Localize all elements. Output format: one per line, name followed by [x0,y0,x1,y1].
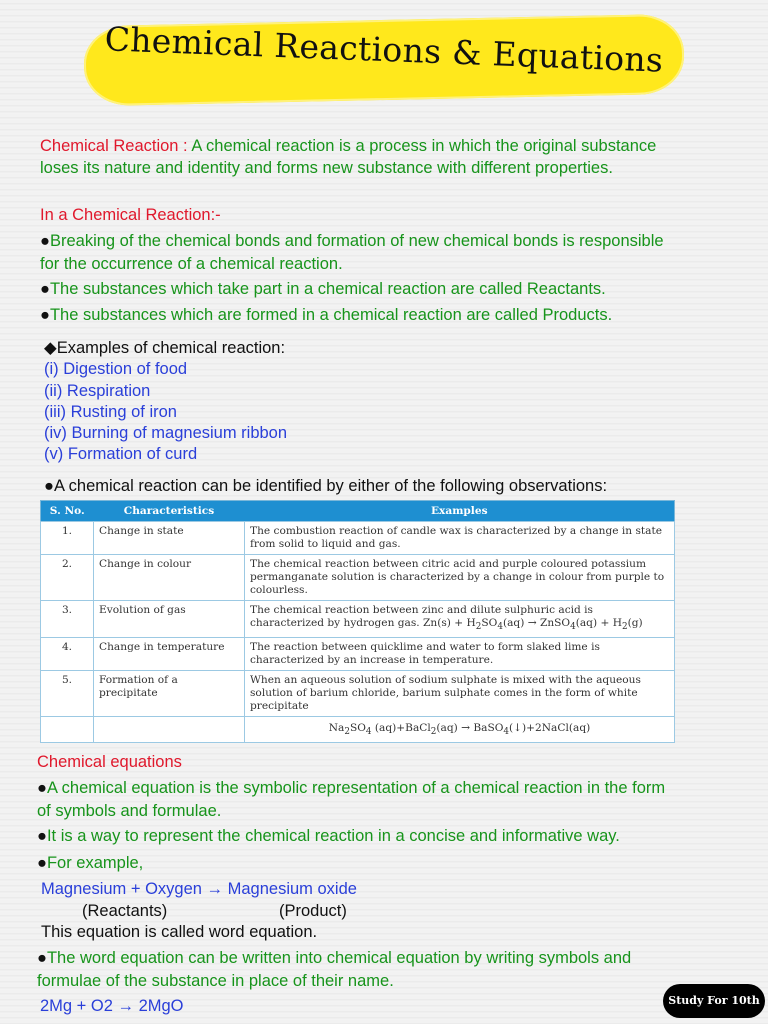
page-title: Chemical Reactions & Equations [104,19,664,80]
word-equation: Magnesium + Oxygen → Magnesium oxide [41,880,357,898]
symbol-equation: 2Mg + O2 → 2MgO [40,997,184,1015]
observations-table [40,500,675,743]
table-cell: 4. [41,638,94,671]
table-header-row [41,501,675,522]
in-reaction-heading: In a Chemical Reaction:- [40,206,221,224]
word-equation-note: This equation is called word equation. [41,923,318,941]
table-cell [41,717,94,743]
table-row [41,555,675,601]
table-cell: The reaction between quicklime and water to form slaked lime is characterized by an increase in temperature. [245,638,675,671]
examples-heading: ◆Examples of chemical reaction: [44,339,286,357]
equations-point-1: ●A chemical equation is the symbolic representation of a chemical reaction in the form [37,779,666,797]
table-row [41,671,675,717]
table-row [41,601,675,638]
table-row [41,522,675,555]
bullet-icon: ● [37,949,47,967]
example-item: (v) Formation of curd [44,445,198,463]
column-header: S. No. [41,501,94,522]
table-cell: Evolution of gas [94,601,245,638]
observations-intro: ●A chemical reaction can be identified by either of the following observations: [44,477,608,495]
bullet-icon: ● [37,854,47,872]
example-item: (ii) Respiration [44,382,151,400]
definition-line-1 [40,135,656,158]
bullet-icon: ● [40,280,50,298]
table-row [41,717,675,743]
equations-point-1-cont: of symbols and formulae. [37,802,222,820]
product-label: (Product) [279,902,347,920]
diamond-icon: ◆ [44,339,57,357]
table-cell: Change in temperature [94,638,245,671]
definition-term: Chemical Reaction : [40,137,188,155]
table-cell: The chemical reaction between citric acid and purple coloured potassium permanganate solution is characterized by a change in colour from purple to colourless. [245,555,675,601]
equations-point-3: ●For example, [37,854,144,872]
example-item: (iv) Burning of magnesium ribbon [44,424,288,442]
reactants-label: (Reactants) [82,902,168,920]
table-cell: The combustion reaction of candle wax is characterized by a change in state from solid to liquid and gas. [245,522,675,555]
table-cell: When an aqueous solution of sodium sulphate is mixed with the aqueous solution of barium chloride, barium sulphate comes in the form of white precipitate [245,671,675,717]
in-reaction-point-3: ●The substances which are formed in a chemical reaction are called Products. [40,306,613,324]
column-header: Examples [245,501,675,522]
table-cell: Change in colour [94,555,245,601]
equations-point-4: ●The word equation can be written into chemical equation by writing symbols and [37,949,632,967]
equations-point-4-cont: formulae of the substance in place of their name. [37,972,394,990]
bullet-icon: ● [37,827,47,845]
in-reaction-point-1-cont: for the occurrence of a chemical reaction. [40,255,343,273]
table-row [41,638,675,671]
definition-text: A chemical reaction is a process in which the original substance [191,137,657,155]
bullet-icon: ● [40,306,50,324]
table-cell: 1. [41,522,94,555]
table-cell: 3. [41,601,94,638]
in-reaction-point-1: ●Breaking of the chemical bonds and formation of new chemical bonds is responsible [40,232,664,250]
example-item: (iii) Rusting of iron [44,403,177,421]
example-item: (i) Digestion of food [44,360,188,378]
table-cell: 2. [41,555,94,601]
study-for-10th-logo: Study For 10th [663,984,765,1018]
equations-heading: Chemical equations [37,753,182,771]
bullet-icon: ● [40,232,50,250]
in-reaction-point-2: ●The substances which take part in a chemical reaction are called Reactants. [40,280,606,298]
table-cell: Change in state [94,522,245,555]
equation-cell: $Na_2SO_4$ (aq)+BaCl$_2$(aq) → BaSO$_4$(↓)+2NaCl(aq) [245,717,675,743]
equations-point-2: ●It is a way to represent the chemical reaction in a concise and informative way. [37,827,620,845]
column-header: Characteristics [94,501,245,522]
table-cell [94,717,245,743]
definition-line-2: loses its nature and identity and forms new substance with different properties. [40,159,613,177]
bullet-icon: ● [37,779,47,797]
bullet-icon: ● [44,477,54,495]
table-cell: The chemical reaction between zinc and dilute sulphuric acid is characterized by hydrogen gas. $Zn(s) + H_2SO_4(aq)$ → ZnSO$_4$(aq) + $H_2(g)$ [245,601,675,638]
table-cell: Formation of a precipitate [94,671,245,717]
table-cell: 5. [41,671,94,717]
